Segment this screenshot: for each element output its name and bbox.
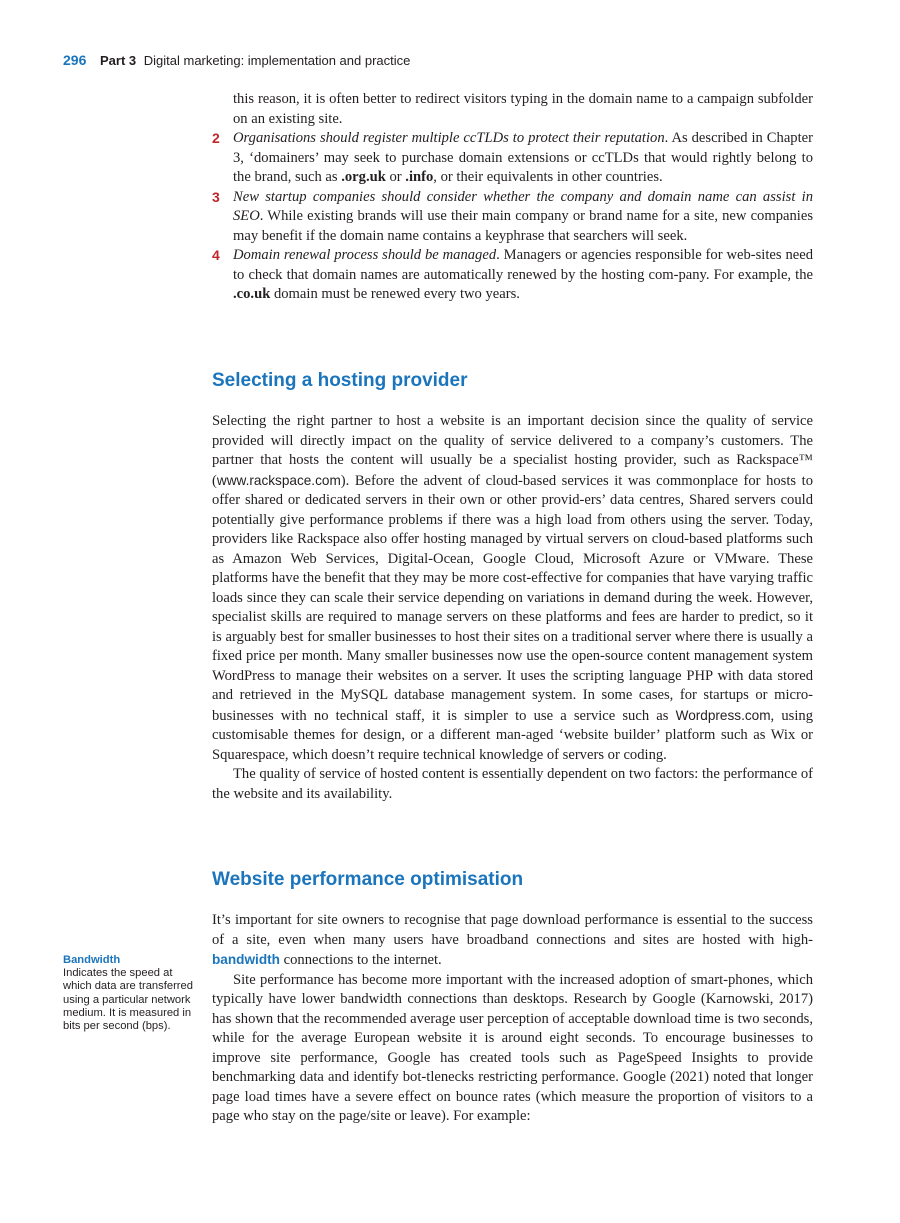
- list-number: 4: [212, 247, 220, 263]
- rackspace-link[interactable]: www.rackspace.com: [216, 472, 341, 488]
- list-item-4: [212, 246, 813, 305]
- running-header: [63, 52, 410, 68]
- domain-co-uk: .co.uk: [233, 286, 271, 302]
- list-item-text: . As described in Chapter 3, ‘domainers’ may seek to purchase domain extensions or ccTLDs that would rightly belong to the brand, such as: [233, 130, 814, 185]
- list-item-lead: Organisations should register multiple ccTLDs to protect their reputation: [233, 130, 665, 146]
- list-item-text: . Managers or agencies responsible for web-sites need to check that domain names are automatically renewed by the hosting com-pany. For example, the: [233, 247, 813, 283]
- list-number: 3: [212, 188, 220, 205]
- list-item-text: . While existing brands will use their main company or brand name for a site, new companies may benefit if the domain name contains a keyphrase that searchers will seek.: [233, 208, 813, 244]
- list-item-2: [212, 129, 813, 188]
- list-item-lead: New startup companies should consider whether the company and domain name can assist in SEO: [233, 188, 813, 224]
- definition-text: Indicates the speed at which data are transferred using a particular network medium. It is measured in bits per second (bps).: [63, 967, 193, 1033]
- paragraph: [212, 911, 813, 971]
- list-item-lead: Domain renewal process should be managed: [233, 247, 497, 263]
- paragraph-text: Selecting the right partner to host a website is an important decision since the quality of service provided will directly impact on the quality of service delivered to a company’s customers. The partner that hosts the content will usually be a specialist hosting provider, such as Rackspace™ (: [212, 413, 813, 489]
- definition-term: Bandwidth: [63, 954, 121, 966]
- paragraph-text: ). Before the advent of cloud-based services it was commonplace for hosts to offer shared or dedicated servers in their own or other provid-ers’ data centres, Shared servers could potentially give performance problems if there was a high load from others using the server. Today, providers like Rackspace also offer hosting managed by virtual servers on cloud-based platforms such as Amazon Web Services, Digital-Ocean, Google Cloud, Microsoft Azure or VMware. These platforms have the benefit that they may be more cost-effective for companies that have varying traffic loads since they can scale their service depending on variations in demand during the week. However, specialist skills are required to manage servers on these platforms and fees are harder to predict, so it is arguably best for smaller businesses to host their sites on a traditional server where there is usually a fixed price per month. Many smaller businesses now use the open-source content management system WordPress to manage their websites on a server. It uses the scripting language PHP with data stored and retrieved in the MySQL database management system. In some cases, for startups or micro-businesses with no technical staff, it is simpler to use a service such as: [212, 472, 813, 724]
- section-heading-hosting: Selecting a hosting provider: [212, 370, 468, 391]
- keyword-bandwidth: bandwidth: [212, 952, 280, 967]
- page-number: 296: [63, 52, 87, 68]
- section-hosting-body: [212, 412, 813, 804]
- paragraph-text: , using customisable themes for design, or a different man-aged ‘website builder’ platform such as Wix or Squarespace, which doesn’t require technical knowledge of servers or coding.: [212, 707, 813, 763]
- list-item-text: or: [385, 169, 406, 185]
- domain-org-uk: .org.uk: [341, 169, 386, 185]
- part-title: Digital marketing: implementation and practice: [143, 53, 411, 68]
- numbered-list: [212, 90, 813, 305]
- list-item-text: domain must be renewed every two years.: [270, 286, 520, 302]
- list-number: 2: [212, 130, 220, 146]
- section-performance-body: [212, 911, 813, 1127]
- wordpress-link[interactable]: Wordpress.com: [675, 707, 771, 723]
- section-heading-performance: Website performance optimisation: [212, 869, 524, 890]
- list-item-3: [212, 188, 813, 247]
- list-item-text: , or their equivalents in other countries.: [433, 169, 663, 185]
- margin-definition: [63, 954, 198, 1033]
- paragraph: Site performance has become more important with the increased adoption of smart-phones, which typically have lower bandwidth connections than desktops. Research by Google (Karnowski, 2017) has shown that the recommended average user perception of acceptable download time is two seconds, while for the average European website it is around eight seconds. To encourage businesses to improve site performance, Google has created tools such as PageSpeed Insights to provide benchmarking data and identify bot-tlenecks restricting performance. Google (2021) noted that longer page load times have a severe effect on bounce rates (which measure the proportion of visitors to a page who stay on the page/site or leave). For example:: [212, 971, 813, 1124]
- paragraph-text: connections to the internet.: [279, 952, 442, 968]
- paragraph: [212, 412, 813, 765]
- part-label: Part 3: [99, 53, 137, 68]
- domain-info: .info: [405, 169, 434, 185]
- paragraph: The quality of service of hosted content is essentially dependent on two factors: the performance of the website and its availability.: [212, 766, 813, 802]
- list-continuation: this reason, it is often better to redirect visitors typing in the domain name to a campaign subfolder on an existing site.: [233, 91, 813, 127]
- paragraph-text: It’s important for site owners to recognise that page download performance is essential to the success of a site, even when many users have broadband connections and sites are hosted with high-: [212, 912, 813, 948]
